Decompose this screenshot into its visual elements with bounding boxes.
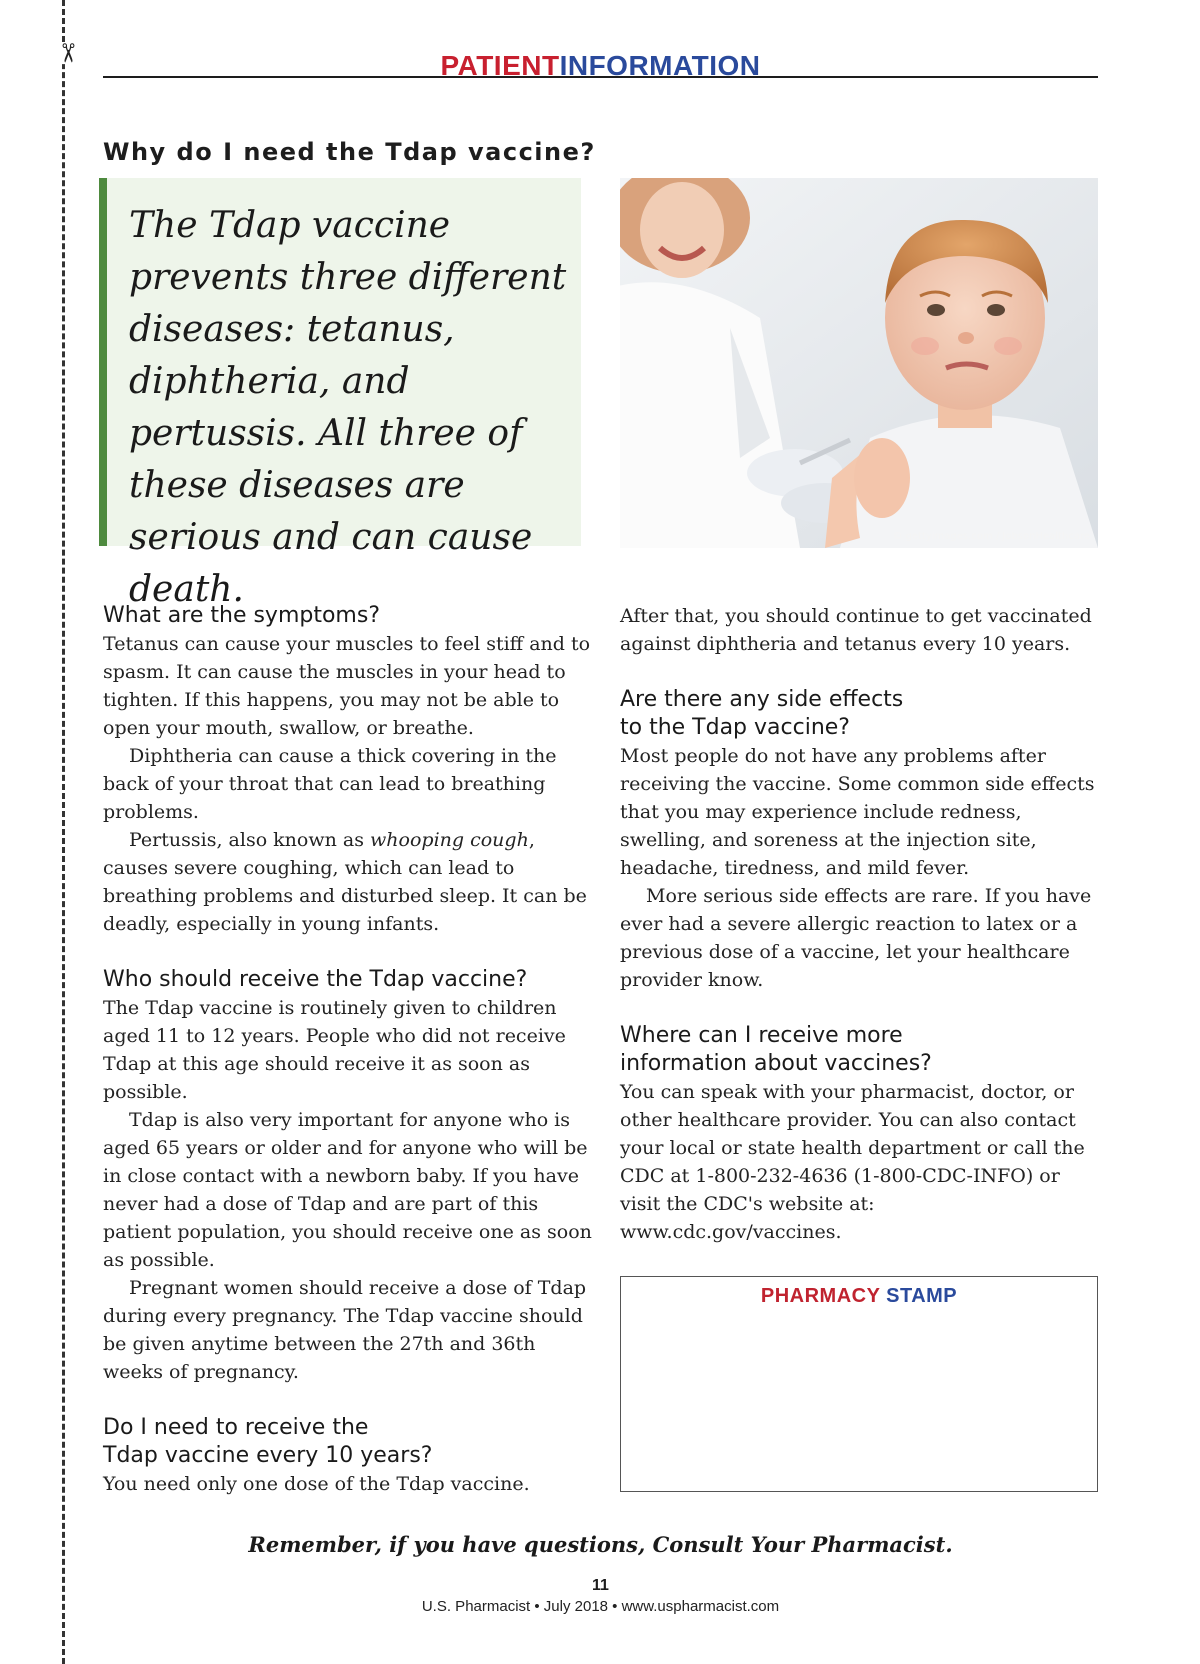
masthead-rule (103, 76, 1098, 78)
every10-heading-line2: Tdap vaccine every 10 years? (103, 1443, 433, 1468)
pharmacy-stamp-title (621, 1285, 1097, 1308)
pull-quote-callout (99, 178, 581, 610)
cut-line (62, 0, 65, 1664)
whooping-cough-term: whooping cough (370, 829, 529, 851)
main-question-heading: Why do I need the Tdap vaccine? (103, 138, 596, 166)
photo-illustration (620, 178, 1098, 548)
symptoms-diphtheria: Diphtheria can cause a thick covering in the back of your throat that can lead to breathing problems. (103, 745, 557, 823)
who-heading: Who should receive the Tdap vaccine? (103, 967, 528, 992)
photo-credit: © gettyimages.com / JobsonHealthcare (892, 531, 1090, 542)
stamp-title-stamp: STAMP (886, 1285, 958, 1307)
right-column (620, 602, 1100, 1246)
who-older-adults: Tdap is also very important for anyone who is aged 65 years or older and for anyone who will be in close contact with a newborn baby. If you have never had a dose of Tdap and are part of this patient population, you should receive one as soon as possible. (103, 1109, 592, 1271)
more-info-heading-line2: information about vaccines? (620, 1051, 932, 1076)
symptoms-tetanus: Tetanus can cause your muscles to feel stiff and to spasm. It can cause the muscles in your head to tighten. If this happens, you may not be able to open your mouth, swallow, or breathe. (103, 633, 591, 739)
more-info-text: You can speak with your pharmacist, doctor, or other healthcare provider. You can also contact your local or state health department or call the CDC at 1-800-232-4636 (1-800-CDC-INFO) or visit the CDC's website at: www.cdc.gov/vaccines. (620, 1081, 1085, 1243)
vaccination-photo (620, 178, 1098, 548)
more-info-heading-line1: Where can I receive more (620, 1023, 903, 1048)
every10-booster: After that, you should continue to get vaccinated against diphtheria and tetanus every 10 years. (620, 605, 1092, 655)
pertussis-text-a: Pertussis, also known as (129, 829, 371, 851)
masthead-patient: PATIENT (440, 50, 560, 81)
who-pregnant: Pregnant women should receive a dose of Tdap during every pregnancy. The Tdap vaccine should be given anytime between the 27th and 36th weeks of pregnancy. (103, 1277, 587, 1383)
left-column (103, 602, 593, 1498)
symptoms-heading: What are the symptoms? (103, 603, 380, 628)
side-effects-heading-line1: Are there any side effects (620, 687, 904, 712)
symptoms-pertussis (103, 826, 593, 938)
pharmacy-stamp-box (620, 1276, 1098, 1492)
who-children: The Tdap vaccine is routinely given to children aged 11 to 12 years. People who did not receive Tdap at this age should receive it as soon as possible. (103, 997, 566, 1103)
every10-heading-line1: Do I need to receive the (103, 1415, 369, 1440)
side-effects-serious: More serious side effects are rare. If you have ever had a severe allergic reaction to latex or a previous dose of a vaccine, let your healthcare provider know. (620, 885, 1092, 991)
remember-line: Remember, if you have questions, Consult Your Pharmacist. (248, 1532, 953, 1557)
masthead-information: INFORMATION (559, 50, 761, 81)
publication-footer: U.S. Pharmacist • July 2018 • www.uspharmacist.com (421, 1598, 780, 1615)
stamp-title-pharmacy: PHARMACY (760, 1285, 881, 1307)
page-number: 11 (592, 1577, 609, 1594)
every10-one-dose: You need only one dose of the Tdap vaccine. (103, 1473, 530, 1495)
side-effects-heading-line2: to the Tdap vaccine? (620, 715, 850, 740)
pull-quote-text: The Tdap vaccine prevents three different diseases: tetanus, diphtheria, and pertussis. All three of these diseases are serious and can cause death. (129, 205, 567, 610)
side-effects-common: Most people do not have any problems after receiving the vaccine. Some common side effects that you may experience include redness, swelling, and soreness at the injection site, headache, tiredness, and mild fever. (620, 745, 1095, 879)
pertussis-text-b: , causes severe coughing, which can lead to breathing problems and disturbed sleep. It can be deadly, especially in young infants. (103, 829, 587, 935)
scissors-icon: ✂ (51, 42, 82, 64)
